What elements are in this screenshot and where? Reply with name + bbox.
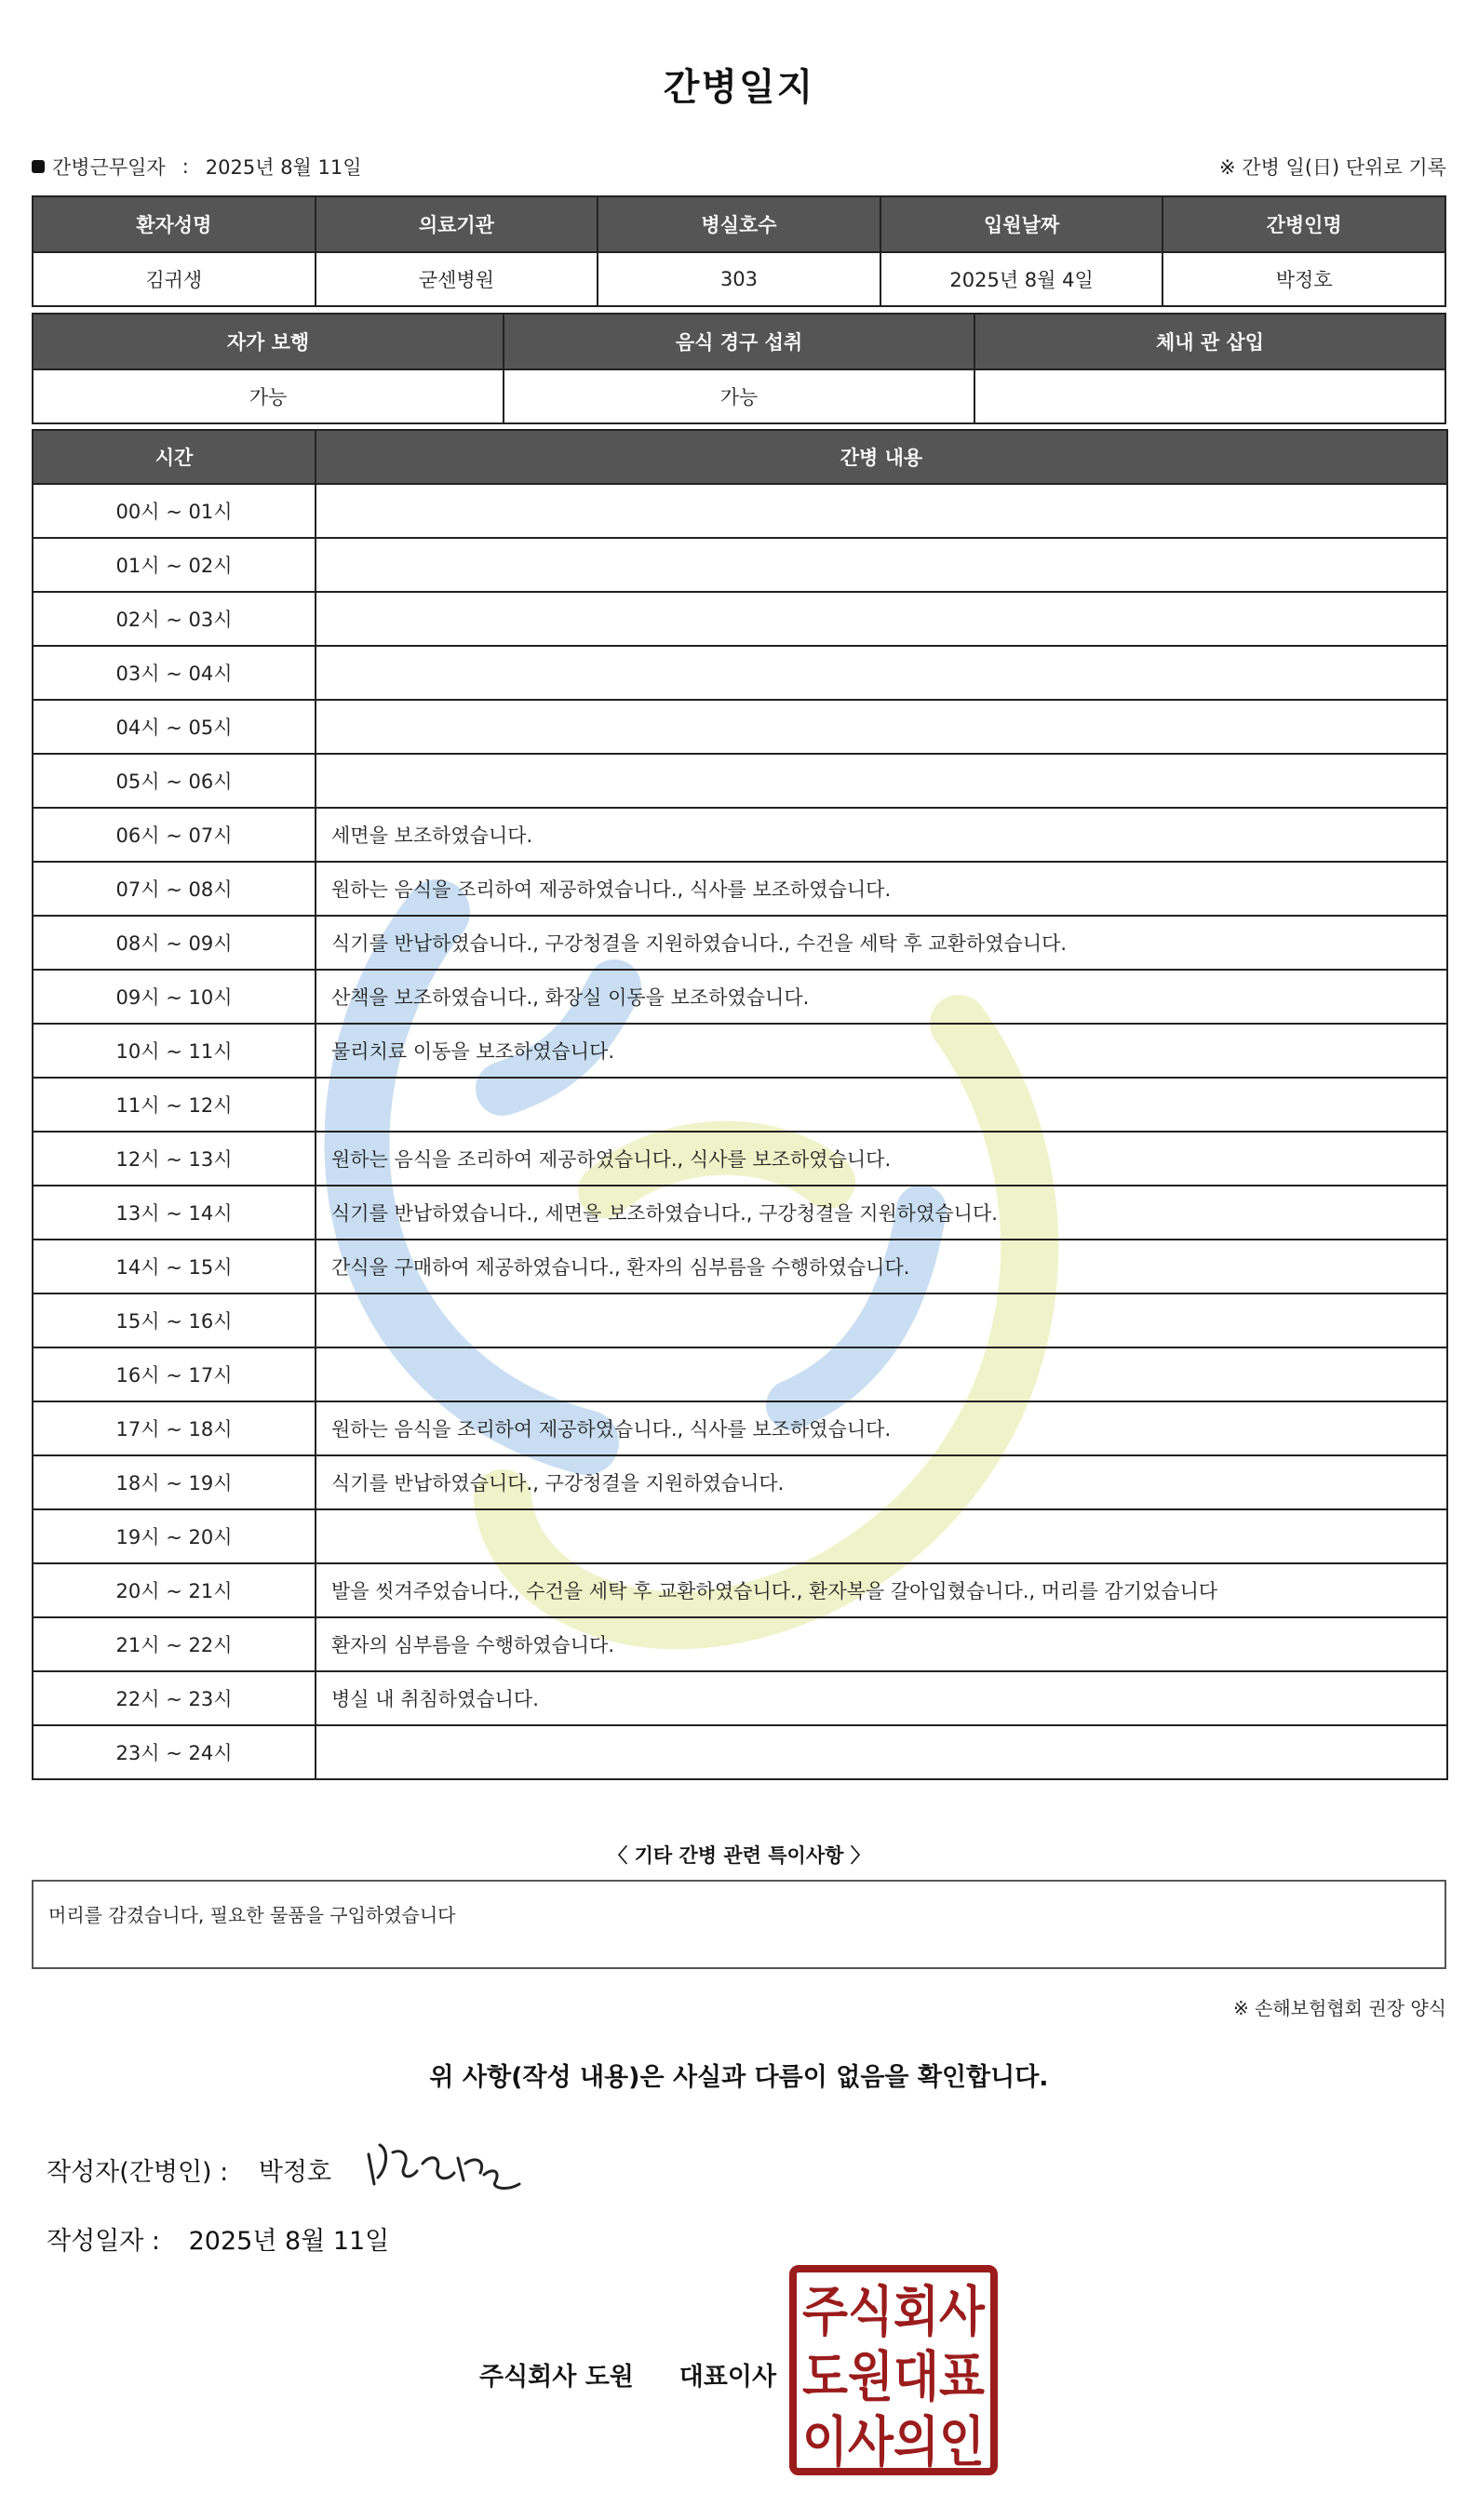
- time-slot: 17시 ~ 18시: [33, 1401, 316, 1455]
- time-slot: 03시 ~ 04시: [33, 646, 316, 700]
- table-header: 자가 보행: [33, 314, 504, 369]
- time-slot: 12시 ~ 13시: [33, 1132, 316, 1186]
- care-content: 산책을 보조하였습니다., 화장실 이동을 보조하였습니다.: [316, 970, 1447, 1024]
- care-content: [316, 700, 1447, 754]
- room-number: 303: [598, 252, 880, 306]
- care-content: 세면을 보조하였습니다.: [316, 808, 1447, 862]
- table-header: 간병인명: [1162, 196, 1445, 252]
- table-row: [33, 1671, 1447, 1725]
- table-header: 간병 내용: [316, 430, 1447, 484]
- square-bullet-icon: [32, 160, 45, 173]
- table-row: [33, 970, 1447, 1024]
- table-header: 병실호수: [598, 196, 880, 252]
- care-content: 환자의 심부름을 수행하였습니다.: [316, 1617, 1447, 1671]
- time-slot: 16시 ~ 17시: [33, 1347, 316, 1401]
- notes-box: [32, 1880, 1446, 1969]
- table-row: [33, 1078, 1447, 1132]
- caregiver-name: 박정호: [1162, 252, 1445, 306]
- care-content: 원하는 음식을 조리하여 제공하였습니다., 식사를 보조하였습니다.: [316, 862, 1447, 916]
- table-row: [33, 1725, 1447, 1779]
- table-row: [33, 1024, 1447, 1078]
- care-content: [316, 538, 1447, 592]
- handwritten-signature: [361, 2126, 529, 2201]
- table-row: [33, 484, 1447, 538]
- table-header: 체내 관 삽입: [974, 314, 1445, 369]
- table-row: [33, 1401, 1447, 1455]
- written-date-line: [47, 2220, 389, 2257]
- tube-insertion-status: [974, 369, 1445, 423]
- svg-text:도원대표: 도원대표: [802, 2345, 985, 2408]
- page-title: 간병일지: [663, 66, 815, 109]
- company-name: 주식회사 도원: [479, 2363, 634, 2392]
- time-slot: 01시 ~ 02시: [33, 538, 316, 592]
- work-date-label: 간병근무일자: [52, 156, 166, 179]
- time-slot: 06시 ~ 07시: [33, 808, 316, 862]
- work-date-value: 2025년 8월 11일: [205, 156, 362, 179]
- notes-content: 머리를 감겼습니다, 필요한 물품을 구입하였습니다: [48, 1904, 456, 1926]
- notes-title: 〈 기타 간병 관련 특이사항 〉: [608, 1844, 870, 1867]
- writer-line: [47, 2151, 331, 2188]
- table-row: [33, 646, 1447, 700]
- hourly-log-table: [32, 429, 1448, 1780]
- writer-name: 박정호: [258, 2158, 332, 2187]
- time-slot: 21시 ~ 22시: [33, 1617, 316, 1671]
- ceo-title: 대표이사: [679, 2363, 777, 2392]
- time-slot: 23시 ~ 24시: [33, 1725, 316, 1779]
- table-header: 시간: [33, 430, 316, 484]
- patient-name: 김귀생: [33, 252, 316, 306]
- table-row: [33, 1563, 1447, 1617]
- care-content: [316, 646, 1447, 700]
- care-content: [316, 484, 1447, 538]
- date-label: 작성일자 :: [47, 2227, 161, 2256]
- table-row: [33, 916, 1447, 970]
- time-slot: 14시 ~ 15시: [33, 1240, 316, 1294]
- company-seal: [789, 2265, 998, 2475]
- care-content: [316, 1509, 1447, 1563]
- status-table: [32, 313, 1446, 424]
- care-content: [316, 1347, 1447, 1401]
- company-line: [479, 2356, 776, 2393]
- table-row: [33, 1347, 1447, 1401]
- care-content: [316, 592, 1447, 646]
- date-value: 2025년 8월 11일: [188, 2227, 390, 2256]
- table-row: [33, 808, 1447, 862]
- work-date-separator: :: [181, 155, 189, 178]
- work-date: [32, 153, 362, 181]
- unit-note: ※ 간병 일(日) 단위로 기록: [1219, 156, 1446, 179]
- time-slot: 15시 ~ 16시: [33, 1294, 316, 1347]
- table-row: [33, 862, 1447, 916]
- care-content: [316, 1294, 1447, 1347]
- table-row: [33, 754, 1447, 808]
- table-row: [33, 1186, 1447, 1240]
- svg-text:이사의인: 이사의인: [802, 2410, 985, 2473]
- table-header: 의료기관: [316, 196, 598, 252]
- care-content: [316, 1078, 1447, 1132]
- care-content: 물리치료 이동을 보조하였습니다.: [316, 1024, 1447, 1078]
- table-row: [33, 1132, 1447, 1186]
- time-slot: 04시 ~ 05시: [33, 700, 316, 754]
- svg-text:주식회사: 주식회사: [802, 2280, 986, 2343]
- care-content: 병실 내 취침하였습니다.: [316, 1671, 1447, 1725]
- time-slot: 20시 ~ 21시: [33, 1563, 316, 1617]
- care-content: [316, 754, 1447, 808]
- time-slot: 02시 ~ 03시: [33, 592, 316, 646]
- time-slot: 13시 ~ 14시: [33, 1186, 316, 1240]
- meta-row: [32, 153, 1446, 181]
- recommend-note: ※ 손해보험협회 권장 양식: [1232, 1997, 1446, 2019]
- time-slot: 05시 ~ 06시: [33, 754, 316, 808]
- walking-status: 가능: [33, 369, 504, 423]
- time-slot: 18시 ~ 19시: [33, 1455, 316, 1509]
- table-row: [33, 538, 1447, 592]
- table-row: [33, 1294, 1447, 1347]
- time-slot: 19시 ~ 20시: [33, 1509, 316, 1563]
- table-row: [33, 1509, 1447, 1563]
- time-slot: 11시 ~ 12시: [33, 1078, 316, 1132]
- table-header: 입원날짜: [880, 196, 1163, 252]
- confirmation-statement: 위 사항(작성 내용)은 사실과 다름이 없음을 확인합니다.: [429, 2063, 1049, 2092]
- hospital-name: 굳센병원: [316, 252, 598, 306]
- care-content: 식기를 반납하였습니다., 구강청결을 지원하였습니다.: [316, 1455, 1447, 1509]
- table-header: 음식 경구 섭취: [504, 314, 974, 369]
- care-content: [316, 1725, 1447, 1779]
- care-content: 원하는 음식을 조리하여 제공하였습니다., 식사를 보조하였습니다.: [316, 1132, 1447, 1186]
- care-content: 발을 씻겨주었습니다., 수건을 세탁 후 교환하였습니다., 환자복을 갈아입혔습니다., 머리를 감기었습니다: [316, 1563, 1447, 1617]
- care-content: 간식을 구매하여 제공하였습니다., 환자의 심부름을 수행하였습니다.: [316, 1240, 1447, 1294]
- table-row: [33, 1455, 1447, 1509]
- admission-date: 2025년 8월 4일: [880, 252, 1163, 306]
- care-content: 식기를 반납하였습니다., 구강청결을 지원하였습니다., 수건을 세탁 후 교환하였습니다.: [316, 916, 1447, 970]
- table-row: [33, 592, 1447, 646]
- table-row: [33, 1617, 1447, 1671]
- time-slot: 09시 ~ 10시: [33, 970, 316, 1024]
- table-header: 환자성명: [33, 196, 316, 252]
- writer-label: 작성자(간병인) :: [47, 2158, 229, 2187]
- oral-intake-status: 가능: [504, 369, 974, 423]
- table-row: [33, 700, 1447, 754]
- table-row: [33, 1240, 1447, 1294]
- time-slot: 22시 ~ 23시: [33, 1671, 316, 1725]
- time-slot: 10시 ~ 11시: [33, 1024, 316, 1078]
- care-content: 식기를 반납하였습니다., 세면을 보조하였습니다., 구강청결을 지원하였습니다.: [316, 1186, 1447, 1240]
- time-slot: 08시 ~ 09시: [33, 916, 316, 970]
- care-content: 원하는 음식을 조리하여 제공하였습니다., 식사를 보조하였습니다.: [316, 1401, 1447, 1455]
- time-slot: 07시 ~ 08시: [33, 862, 316, 916]
- time-slot: 00시 ~ 01시: [33, 484, 316, 538]
- patient-info-table: [32, 195, 1446, 307]
